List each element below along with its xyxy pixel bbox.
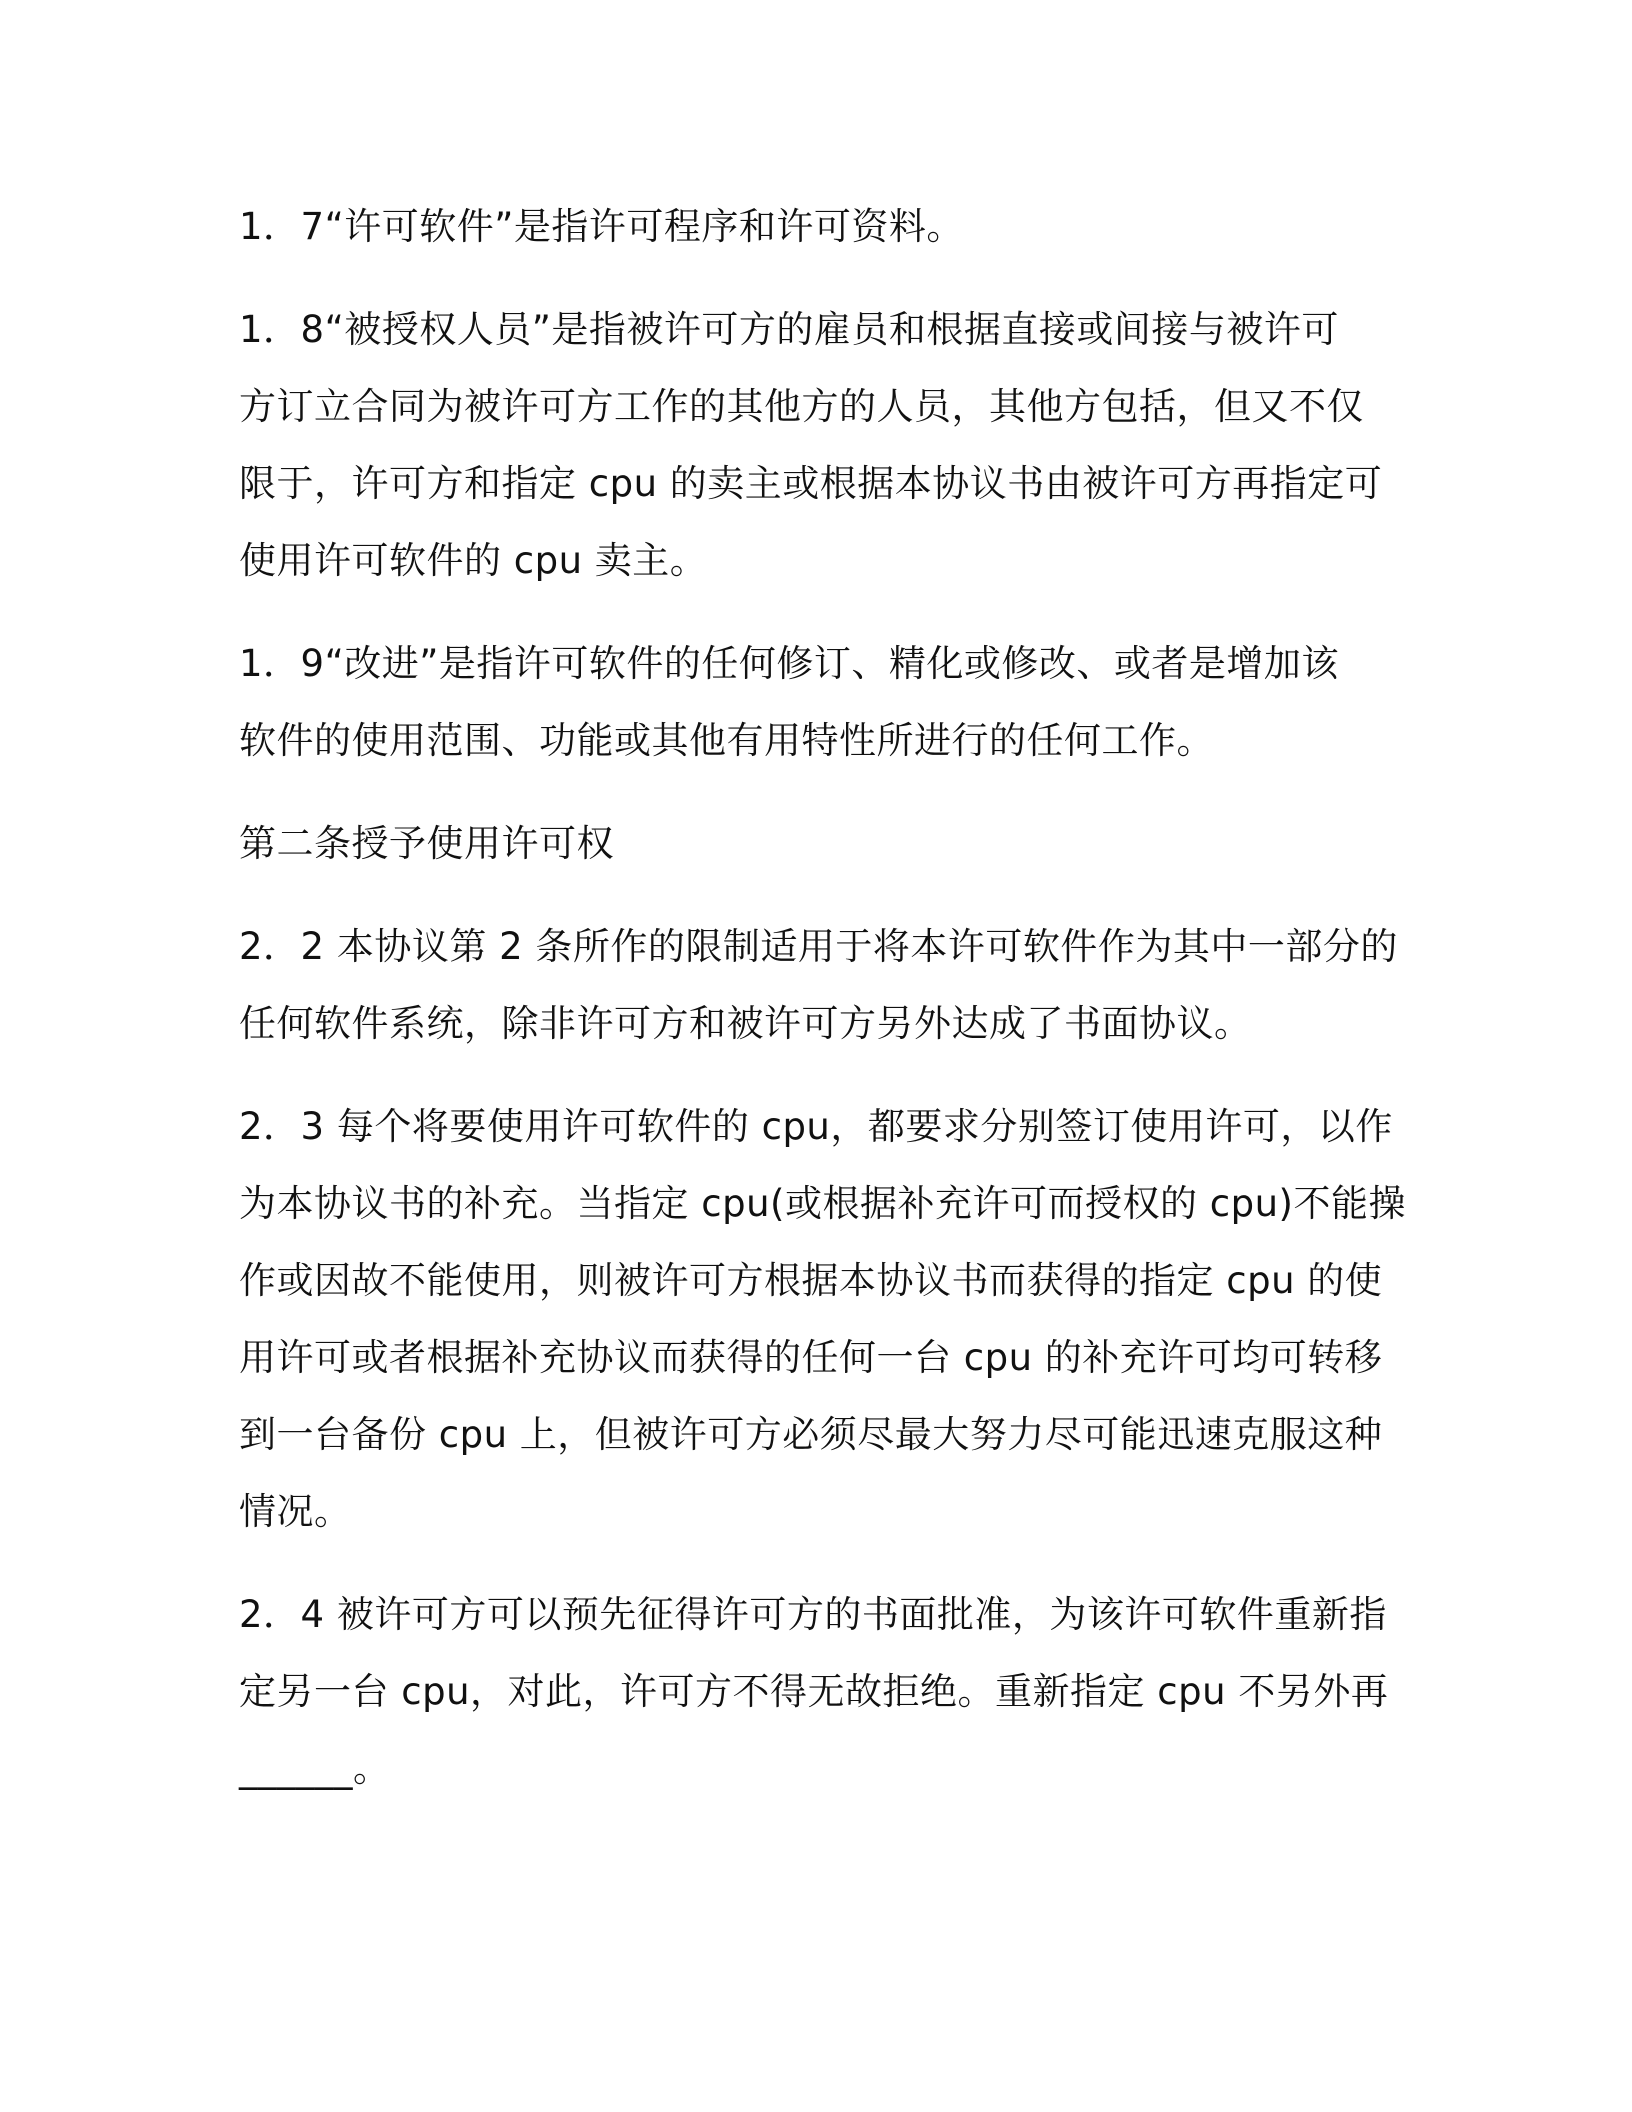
clause-line: 到一台备份 cpu 上，但被许可方必须尽最大努力尽可能迅速克服这种	[239, 1413, 1383, 1456]
document-body	[239, 188, 1406, 1833]
heading-line: 第二条授予使用许可权	[239, 822, 614, 865]
clause-1-8	[239, 291, 1399, 599]
clause-line: 2．2 本协议第 2 条所作的限制适用于将本许可软件作为其中一部分的	[239, 925, 1398, 968]
clause-line: 1．8“被授权人员”是指被许可方的雇员和根据直接或间接与被许可	[239, 308, 1339, 351]
clause-line: 任何软件系统，除非许可方和被许可方另外达成了书面协议。	[239, 1002, 1252, 1045]
clause-line: 使用许可软件的 cpu 卖主。	[239, 539, 708, 582]
clause-line: 限于，许可方和指定 cpu 的卖主或根据本协议书由被许可方再指定可	[239, 462, 1383, 505]
clause-line: 用许可或者根据补充协议而获得的任何一台 cpu 的补充许可均可转移	[239, 1336, 1383, 1379]
clause-line: 为本协议书的补充。当指定 cpu(或根据补充许可而授权的 cpu)不能操	[239, 1182, 1406, 1225]
clause-line: 软件的使用范围、功能或其他有用特性所进行的任何工作。	[239, 719, 1214, 762]
clause-1-9	[239, 625, 1399, 779]
clause-1-7	[239, 188, 1399, 265]
clause-line: ______。	[239, 1747, 391, 1790]
clause-line: 情况。	[239, 1490, 352, 1533]
clause-2-4	[239, 1576, 1399, 1807]
clause-line: 1．7“许可软件”是指许可程序和许可资料。	[239, 205, 964, 248]
clause-line: 方订立合同为被许可方工作的其他方的人员，其他方包括，但又不仅	[239, 385, 1364, 428]
clause-line: 1．9“改进”是指许可软件的任何修订、精化或修改、或者是增加该	[239, 642, 1339, 685]
clause-2-3	[239, 1088, 1406, 1550]
article-2-heading	[239, 805, 1399, 882]
clause-line: 2．3 每个将要使用许可软件的 cpu，都要求分别签订使用许可，以作	[239, 1105, 1393, 1148]
clause-line: 2．4 被许可方可以预先征得许可方的书面批准，为该许可软件重新指	[239, 1593, 1387, 1636]
clause-line: 定另一台 cpu，对此，许可方不得无故拒绝。重新指定 cpu 不另外再	[239, 1670, 1389, 1713]
clause-line: 作或因故不能使用，则被许可方根据本协议书而获得的指定 cpu 的使	[239, 1259, 1383, 1302]
clause-2-2	[239, 908, 1399, 1062]
